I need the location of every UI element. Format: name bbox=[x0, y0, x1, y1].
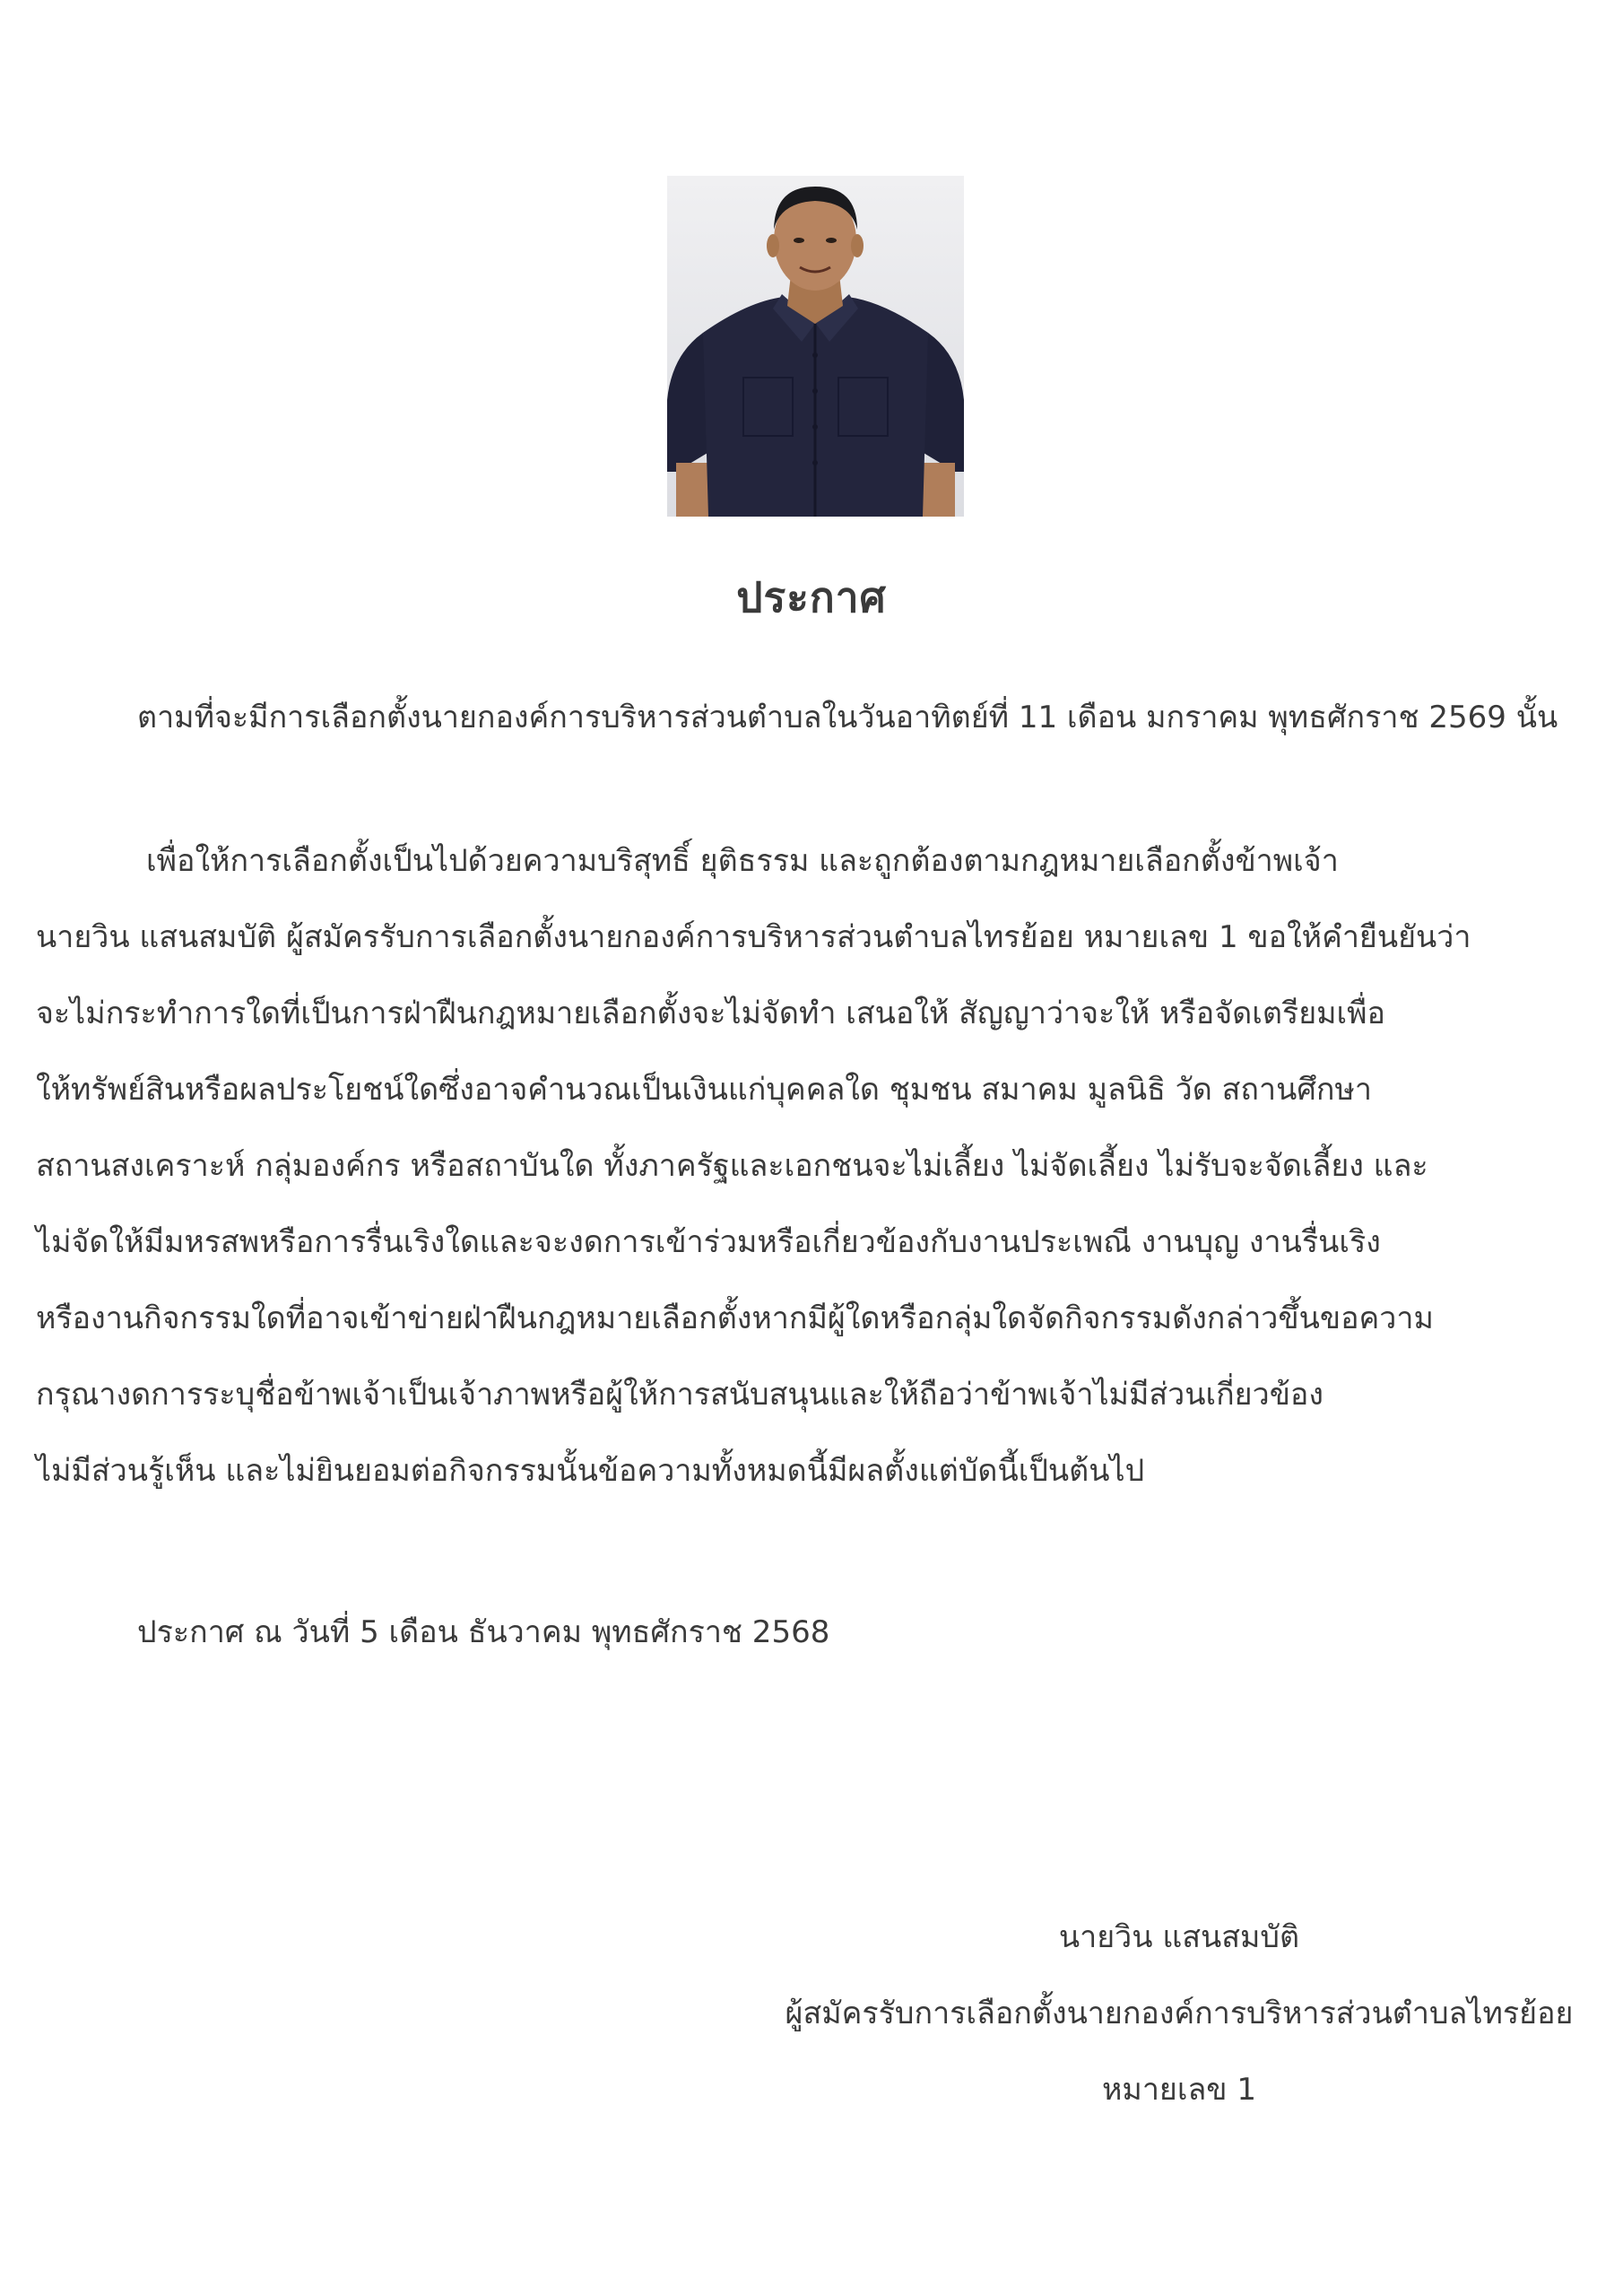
paragraph-line: กรุณางดการระบุชื่อข้าพเจ้าเป็นเจ้าภาพหรือผู้ให้การสนับสนุนและให้ถือว่าข้าพเจ้าไม่มีส่วนเกี่ยวข้อง bbox=[36, 1377, 1324, 1413]
candidate-photo bbox=[667, 176, 964, 517]
paragraph-line: นายวิน แสนสมบัติ ผู้สมัครรับการเลือกตั้งนายกองค์การบริหารส่วนตำบลไทรย้อย หมายเลข 1 ขอให้คำยืนยันว่า bbox=[36, 919, 1471, 955]
paragraph-line: สถานสงเคราะห์ กลุ่มองค์กร หรือสถาบันใด ทั้งภาครัฐและเอกชนจะไม่เลี้ยง ไม่จัดเลี้ยง ไม่รับจะจัดเลี้ยง และ bbox=[36, 1148, 1428, 1184]
signature-name: นายวิน แสนสมบัติ bbox=[1058, 1919, 1300, 1955]
signature-position: ผู้สมัครรับการเลือกตั้งนายกองค์การบริหารส่วนตำบลไทรย้อย bbox=[785, 1996, 1574, 2031]
paragraph-line: หรืองานกิจกรรมใดที่อาจเข้าข่ายฝ่าฝืนกฎหมายเลือกตั้งหากมีผู้ใดหรือกลุ่มใดจัดกิจกรรมดังกล่าวขึ้นขอความ bbox=[36, 1300, 1434, 1336]
paragraph-line: ให้ทรัพย์สินหรือผลประโยชน์ใดซึ่งอาจคำนวณเป็นเงินแก่บุคคลใด ชุมชน สมาคม มูลนิธิ วัด สถานศึกษา bbox=[36, 1072, 1372, 1108]
signature-number: หมายเลข 1 bbox=[1102, 2072, 1256, 2108]
paragraph-line: เพื่อให้การเลือกตั้งเป็นไปด้วยความบริสุทธิ์ ยุติธรรม และถูกต้องตามกฎหมายเลือกตั้งข้าพเจ้า bbox=[146, 843, 1339, 879]
intro-text: ตามที่จะมีการเลือกตั้งนายกองค์การบริหารส่วนตำบลในวันอาทิตย์ที่ 11 เดือน มกราคม พุทธศักราช 2569 นั้น bbox=[137, 700, 1558, 735]
paragraph-line: จะไม่กระทำการใดที่เป็นการฝ่าฝืนกฎหมายเลือกตั้งจะไม่จัดทำ เสนอให้ สัญญาว่าจะให้ หรือจัดเตรียมเพื่อ bbox=[36, 996, 1385, 1031]
paragraph-line: ไม่มีส่วนรู้เห็น และไม่ยินยอมต่อกิจกรรมนั้นข้อความทั้งหมดนี้มีผลตั้งแต่บัดนี้เป็นต้นไป bbox=[36, 1453, 1145, 1489]
paragraph-line: ไม่จัดให้มีมหรสพหรือการรื่นเริงใดและจะงดการเข้าร่วมหรือเกี่ยวข้องกับงานประเพณี งานบุญ งานรื่นเริง bbox=[36, 1224, 1381, 1260]
announcement-date: ประกาศ ณ วันที่ 5 เดือน ธันวาคม พุทธศักราช 2568 bbox=[137, 1614, 830, 1650]
page-title: ประกาศ bbox=[736, 573, 887, 622]
